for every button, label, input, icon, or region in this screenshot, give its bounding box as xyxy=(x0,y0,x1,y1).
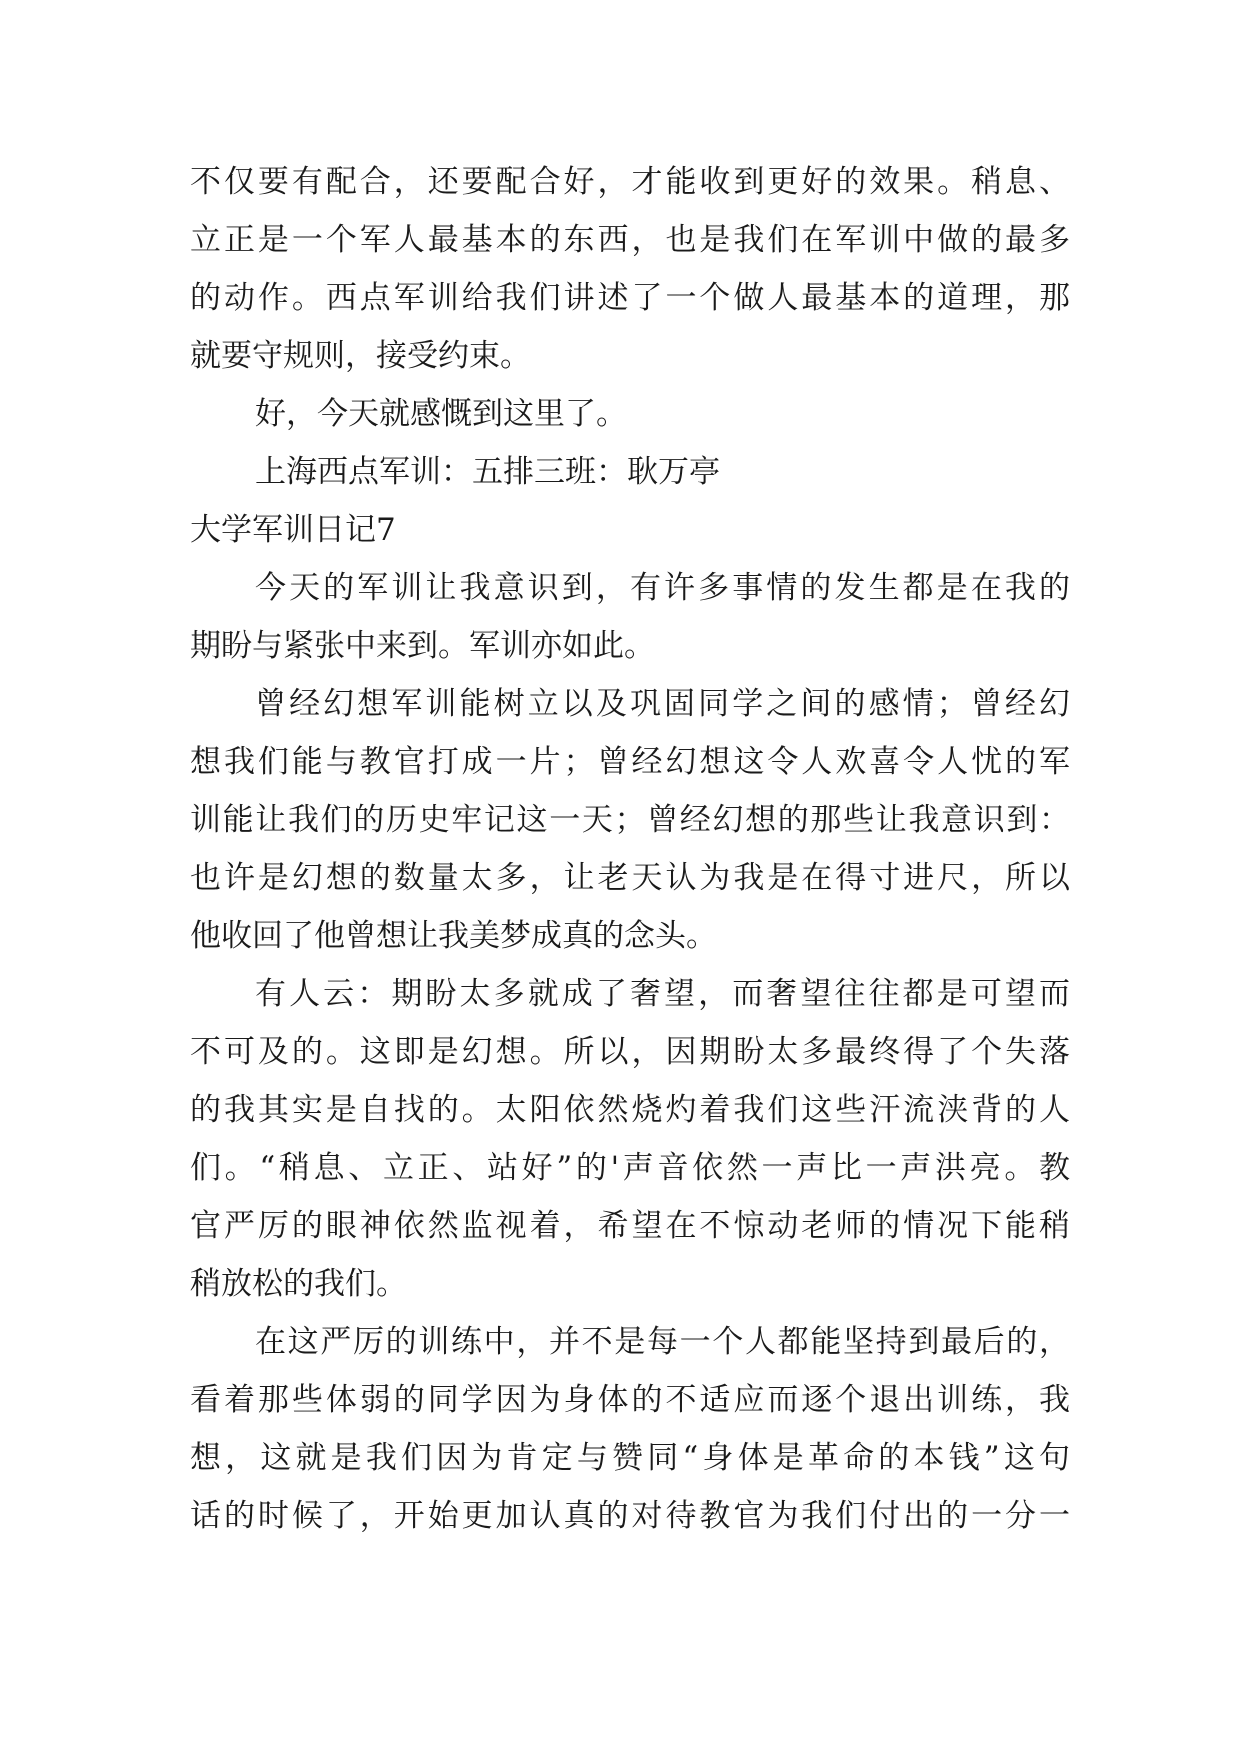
text-line: 在这严厉的训练中，并不是每一个人都能坚持到最后的， xyxy=(255,1324,1070,1360)
text-line: 立正是一个军人最基本的东西，也是我们在军训中做的最多 xyxy=(190,222,1070,258)
text-line: 不仅要有配合，还要配合好，才能收到更好的效果。稍息、 xyxy=(190,164,1070,200)
text-line: 今天的军训让我意识到，有许多事情的发生都是在我的 xyxy=(255,570,1070,606)
text-line: 期盼与紧张中来到。军训亦如此。 xyxy=(190,628,655,664)
text-line: 看着那些体弱的同学因为身体的不适应而逐个退出训练，我 xyxy=(190,1382,1070,1418)
text-line: 官严厉的眼神依然监视着，希望在不惊动老师的情况下能稍 xyxy=(190,1208,1070,1244)
text-line: 们。“稍息、立正、站好”的'声音依然一声比一声洪亮。教 xyxy=(190,1150,1070,1186)
text-line: 好，今天就感慨到这里了。 xyxy=(255,396,627,432)
text-line: 也许是幻想的数量太多，让老天认为我是在得寸进尺，所以 xyxy=(190,860,1070,896)
text-line: 想我们能与教官打成一片；曾经幻想这令人欢喜令人忧的军 xyxy=(190,744,1070,780)
section-heading: 大学军训日记7 xyxy=(190,512,396,548)
text-line: 他收回了他曾想让我美梦成真的念头。 xyxy=(190,918,717,954)
text-line: 的我其实是自找的。太阳依然烧灼着我们这些汗流浃背的人 xyxy=(190,1092,1070,1128)
text-line: 的动作。西点军训给我们讲述了一个做人最基本的道理，那 xyxy=(190,280,1070,316)
text-line: 训能让我们的历史牢记这一天；曾经幻想的那些让我意识到： xyxy=(190,802,1070,838)
signature-line: 上海西点军训：五排三班：耿万亭 xyxy=(255,454,720,490)
text-line: 就要守规则，接受约束。 xyxy=(190,338,531,374)
text-line: 想，这就是我们因为肯定与赞同“身体是革命的本钱”这句 xyxy=(190,1440,1070,1476)
text-line: 曾经幻想军训能树立以及巩固同学之间的感情；曾经幻 xyxy=(255,686,1070,722)
text-line: 稍放松的我们。 xyxy=(190,1266,407,1302)
text-line: 不可及的。这即是幻想。所以，因期盼太多最终得了个失落 xyxy=(190,1034,1070,1070)
text-line: 有人云：期盼太多就成了奢望，而奢望往往都是可望而 xyxy=(255,976,1070,1012)
text-line: 话的时候了，开始更加认真的对待教官为我们付出的一分一 xyxy=(190,1498,1070,1534)
